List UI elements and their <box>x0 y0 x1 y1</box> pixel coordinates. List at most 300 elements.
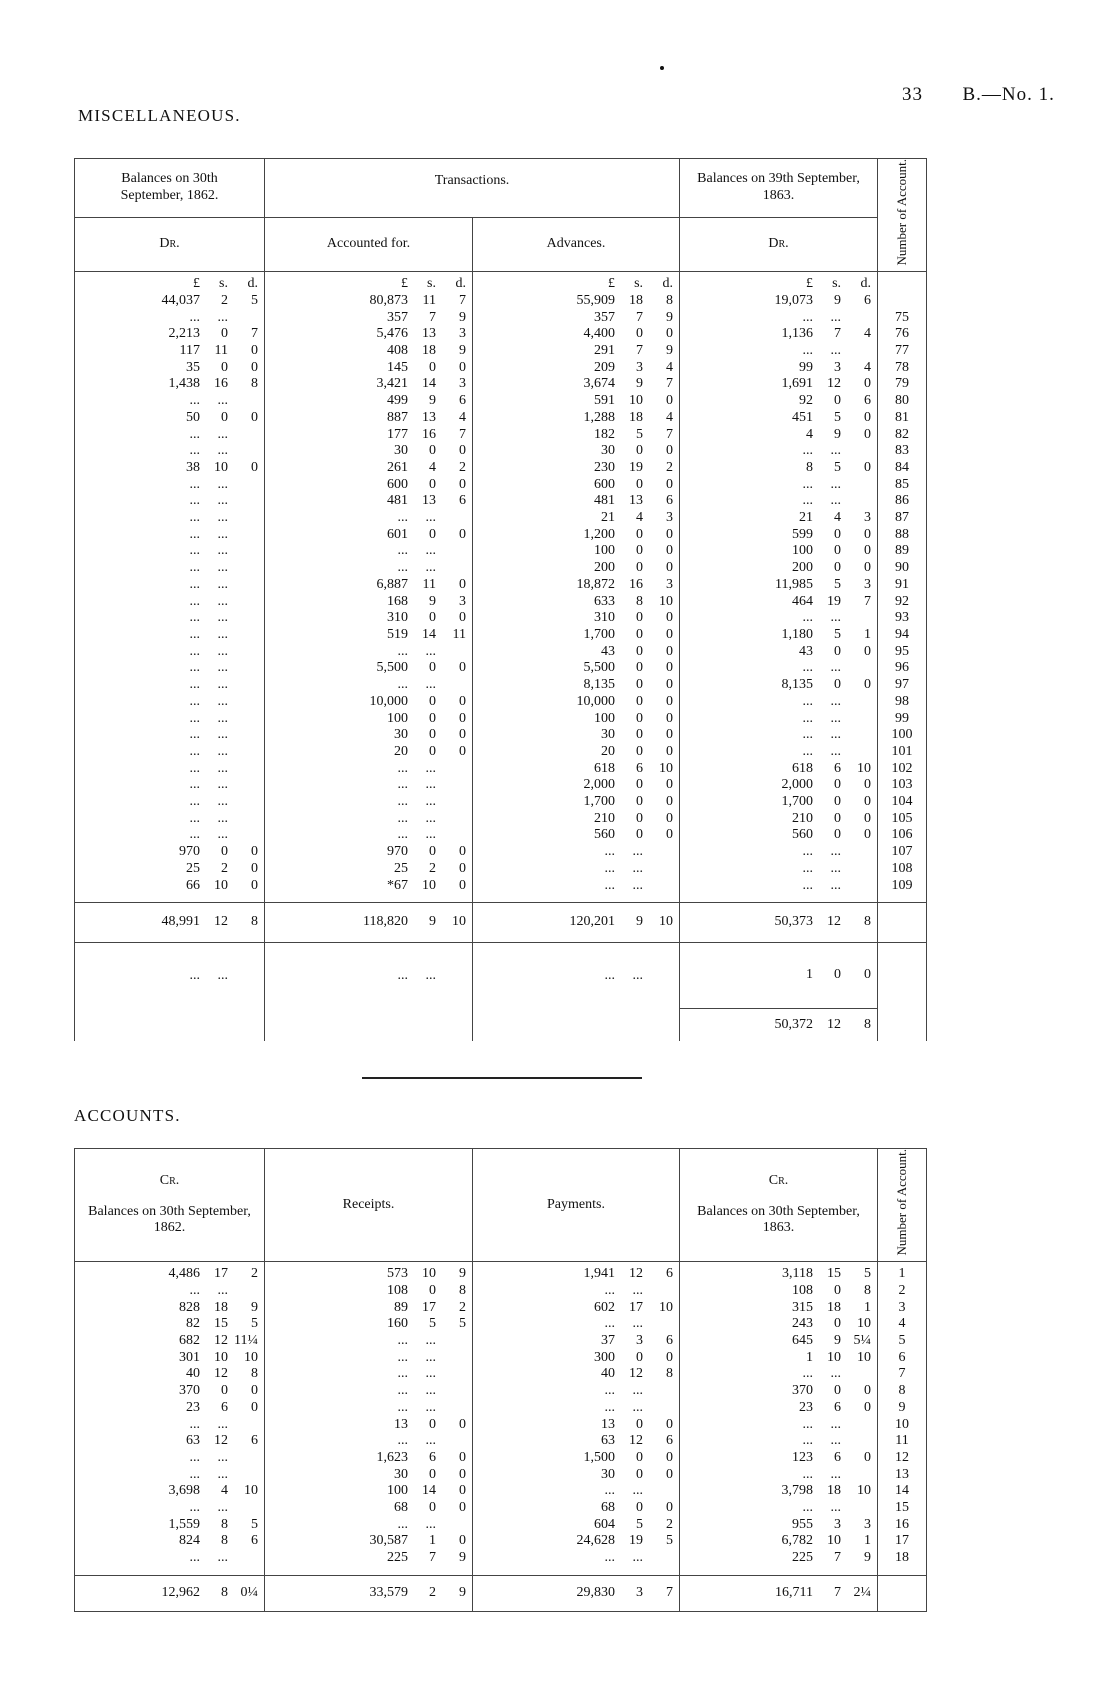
account-number: 75 <box>895 309 910 325</box>
amount: ... ... <box>397 967 436 983</box>
account-number: 99 <box>895 710 910 726</box>
row-pay-value: 13 0 0 <box>601 1416 673 1432</box>
row-b63-value: 1 10 10 <box>806 1349 871 1365</box>
account-number: 18 <box>895 1550 909 1566</box>
row-b63-value: ... ... <box>802 610 842 626</box>
row-adv-value: 209 3 4 <box>594 359 674 375</box>
row-b63-value: 43 0 0 <box>799 643 872 659</box>
total-balances-1863 <box>680 1575 878 1611</box>
account-number: 92 <box>895 593 910 609</box>
row-adv-value: 357 7 9 <box>594 309 674 325</box>
row-b63-value: 1,180 5 1 <box>781 626 872 642</box>
row-adv-value: 310 0 0 <box>594 610 674 626</box>
row-b63-value: ... ... <box>802 1500 841 1516</box>
row-b63-value: ... ... <box>802 743 842 759</box>
row-b63-value: ... ... <box>802 309 842 325</box>
row-b62-value: ... ... <box>189 1466 228 1482</box>
account-number: 4 <box>898 1316 906 1332</box>
account-number: 11 <box>895 1433 909 1449</box>
row-acc-value: 3,421 14 3 <box>376 376 466 392</box>
row-b62-value: ... ... <box>189 827 228 843</box>
row-b62-value: 370 0 0 <box>179 1383 258 1399</box>
row-pay-value: 40 12 8 <box>601 1366 673 1382</box>
row-adv-value: 210 0 0 <box>594 810 674 826</box>
row-acc-value: ... ... <box>397 560 436 576</box>
row-b62-value: ... ... <box>189 710 228 726</box>
row-adv-value: 4,400 0 0 <box>583 326 674 342</box>
header-advances: Advances. <box>473 217 680 271</box>
header-dr-right: Dr. <box>680 217 878 271</box>
row-acc-value: ... ... <box>397 760 436 776</box>
row-adv-value: 100 0 0 <box>594 543 674 559</box>
total-accounted-for <box>265 903 473 943</box>
row-adv-value: 1,700 0 0 <box>583 626 674 642</box>
row-b63-value: 19,073 9 6 <box>774 292 872 308</box>
column-account-number <box>878 1262 927 1576</box>
row-b63-value: 243 0 10 <box>792 1316 871 1332</box>
header-cr-balances-1863: Cr. Balances on 30th September, 1863. <box>680 1149 878 1262</box>
miscellaneous-table <box>74 158 927 1041</box>
column-balances-1863 <box>680 272 878 903</box>
row-b62-value: 40 12 8 <box>186 1366 258 1382</box>
row-b62-value: ... ... <box>189 643 228 659</box>
row-b63-value: ... ... <box>802 727 842 743</box>
row-pay-value: 24,628 19 5 <box>576 1533 673 1549</box>
row-adv-value: 30 0 0 <box>601 727 674 743</box>
row-b62-value: 23 6 0 <box>186 1399 258 1415</box>
total-advances <box>473 903 680 943</box>
account-number: 85 <box>895 476 910 492</box>
row-b62-value: ... ... <box>189 727 228 743</box>
row-b62-value: ... ... <box>189 743 228 759</box>
row-b62-value: ... ... <box>189 309 228 325</box>
section-title-miscellaneous: MISCELLANEOUS. <box>78 106 241 125</box>
row-adv-value: 5,500 0 0 <box>583 660 674 676</box>
row-b63-value: 100 0 0 <box>792 543 872 559</box>
row-b62-value: ... ... <box>189 1416 228 1432</box>
adjust-advances <box>473 943 680 1009</box>
column-balances-1862 <box>75 1262 265 1576</box>
row-adv-value: 633 8 10 <box>594 593 674 609</box>
row-b63-value: 8 5 0 <box>806 459 872 475</box>
row-b63-value: 1,700 0 0 <box>781 794 872 810</box>
row-b62-value: 66 10 0 <box>186 877 258 893</box>
row-rec-value: ... ... <box>397 1366 436 1382</box>
row-acc-value: 30 0 0 <box>394 727 466 743</box>
account-number: 17 <box>895 1533 909 1549</box>
row-b62-value: ... ... <box>189 593 228 609</box>
row-acc-value: ... ... <box>397 777 436 793</box>
row-b63-value: 92 0 6 <box>799 393 872 409</box>
account-number: 7 <box>898 1366 906 1382</box>
header-balances-1862: Balances on 30th September, 1862. <box>75 159 265 218</box>
row-rec-value: ... ... <box>397 1516 436 1532</box>
row-pay-value: 37 3 6 <box>601 1333 673 1349</box>
amount: 12,962 8 0¼ <box>161 1585 258 1601</box>
amount: ... ... <box>189 967 228 983</box>
row-pay-value: ... ... <box>604 1383 643 1399</box>
row-b62-value: 3,698 4 10 <box>168 1483 258 1499</box>
row-b63-value: ... ... <box>802 693 842 709</box>
row-b62-value: ... ... <box>189 476 228 492</box>
row-acc-value: 408 18 9 <box>387 343 466 359</box>
row-rec-value: ... ... <box>397 1433 436 1449</box>
account-number: 1 <box>898 1266 906 1282</box>
row-pay-value: ... ... <box>604 1282 643 1298</box>
header-receipts: Receipts. <box>265 1149 473 1262</box>
account-number: 16 <box>895 1516 909 1532</box>
row-pay-value: ... ... <box>604 1483 643 1499</box>
row-acc-value: ... ... <box>397 794 436 810</box>
row-b62-value: ... ... <box>189 810 228 826</box>
row-b63-value: 23 6 0 <box>799 1399 871 1415</box>
row-b62-value: 301 10 10 <box>179 1349 258 1365</box>
row-b63-value: 4 9 0 <box>806 426 872 442</box>
row-b62-value: ... ... <box>189 693 228 709</box>
row-rec-value: 225 7 9 <box>387 1550 466 1566</box>
row-b63-value: ... ... <box>802 860 842 876</box>
adjust-balances-1863 <box>680 943 878 1009</box>
row-b62-value: ... ... <box>189 560 228 576</box>
row-b63-value: 11,985 5 3 <box>775 576 872 592</box>
row-acc-value: 499 9 6 <box>387 393 466 409</box>
row-b62-value: ... ... <box>189 493 228 509</box>
row-b62-value: ... ... <box>189 660 228 676</box>
row-b63-value: ... ... <box>802 443 842 459</box>
account-number <box>878 293 926 310</box>
row-b62-value: 63 12 6 <box>186 1433 258 1449</box>
account-number: 105 <box>891 810 913 826</box>
row-acc-value: 600 0 0 <box>387 476 466 492</box>
amount: 33,579 2 9 <box>369 1585 466 1601</box>
row-adv-value: 182 5 7 <box>594 426 674 442</box>
row-b62-value: 824 8 6 <box>179 1533 258 1549</box>
row-adv-value: 30 0 0 <box>601 443 674 459</box>
row-adv-value: 560 0 0 <box>594 827 674 843</box>
row-b63-value: 451 5 0 <box>792 409 872 425</box>
row-acc-value: 10,000 0 0 <box>369 693 466 709</box>
row-b62-value: ... ... <box>189 1282 228 1298</box>
row-rec-value: 30 0 0 <box>394 1466 466 1482</box>
adjust-accounted-for <box>265 943 473 1009</box>
total-balances-1863 <box>680 903 878 943</box>
account-number: 90 <box>895 560 910 576</box>
paper-reference: B.—No. 1. <box>962 84 1055 105</box>
amount: 118,820 9 10 <box>363 914 466 930</box>
row-adv-value: 291 7 9 <box>594 343 674 359</box>
row-pay-value: ... ... <box>604 1550 643 1566</box>
account-number: 106 <box>891 827 913 843</box>
row-acc-value: 519 14 11 <box>387 626 466 642</box>
row-acc-value: 357 7 9 <box>387 309 466 325</box>
row-adv-value: 21 4 3 <box>601 510 674 526</box>
adjust-balances-1862 <box>75 943 265 1009</box>
header-transactions: Transactions. <box>265 159 680 218</box>
row-b63-value: 225 7 9 <box>792 1550 871 1566</box>
row-rec-value: 68 0 0 <box>394 1500 466 1516</box>
row-acc-value: 30 0 0 <box>394 443 466 459</box>
row-b62-value: ... ... <box>189 526 228 542</box>
row-acc-value: 261 4 2 <box>387 459 466 475</box>
account-number: 98 <box>895 693 910 709</box>
row-pay-value: 63 12 6 <box>601 1433 673 1449</box>
account-number: 6 <box>898 1349 906 1365</box>
row-b63-value: 3,798 18 10 <box>781 1483 871 1499</box>
row-acc-value: 601 0 0 <box>387 526 466 542</box>
row-b63-value: 645 9 5¼ <box>792 1333 871 1349</box>
row-b62-value: 2,213 0 7 <box>168 326 258 342</box>
account-number: 15 <box>895 1500 909 1516</box>
row-acc-value: 5,500 0 0 <box>376 660 466 676</box>
account-number: 94 <box>895 626 910 642</box>
row-adv-value: 2,000 0 0 <box>583 777 674 793</box>
row-acc-value: ... ... <box>397 543 436 559</box>
amount: 50,373 12 8 <box>774 914 872 930</box>
row-b62-value: 38 10 0 <box>186 459 258 475</box>
row-adv-value: 230 19 2 <box>594 459 674 475</box>
row-b63-value: ... ... <box>802 710 842 726</box>
header-payments: Payments. <box>473 1149 680 1262</box>
row-adv-value: 18,872 16 3 <box>576 576 674 592</box>
row-b62-value: 970 0 0 <box>179 844 258 860</box>
row-b63-value: 955 3 3 <box>792 1516 871 1532</box>
account-number: 80 <box>895 393 910 409</box>
column-account-number <box>878 272 927 903</box>
currency-units: £ s. d. <box>193 276 258 292</box>
header-number-of-account: Number of Account. <box>878 1149 927 1262</box>
row-adv-value: 55,909 18 8 <box>576 292 674 308</box>
row-adv-value: 1,288 18 4 <box>583 409 674 425</box>
row-b62-value: ... ... <box>189 794 228 810</box>
total-payments <box>473 1575 680 1611</box>
currency-units: £ s. d. <box>806 276 872 292</box>
account-number: 97 <box>895 677 910 693</box>
row-adv-value: 3,674 9 7 <box>583 376 674 392</box>
account-number: 88 <box>895 526 910 542</box>
row-rec-value: ... ... <box>397 1399 436 1415</box>
account-number: 77 <box>895 343 910 359</box>
row-pay-value: 30 0 0 <box>601 1466 673 1482</box>
row-pay-value: 68 0 0 <box>601 1500 673 1516</box>
row-b62-value: ... ... <box>189 393 228 409</box>
row-adv-value: 1,700 0 0 <box>583 794 674 810</box>
accounts-table <box>74 1148 927 1612</box>
column-accounted-for <box>265 272 473 903</box>
account-number: 12 <box>895 1449 909 1465</box>
account-number: 91 <box>895 576 910 592</box>
row-b63-value: 618 6 10 <box>792 760 872 776</box>
account-number: 78 <box>895 359 910 375</box>
amount: 16,711 7 2¼ <box>775 1585 871 1601</box>
row-b63-value: ... ... <box>802 1366 841 1382</box>
row-acc-value: 168 9 3 <box>387 593 466 609</box>
row-rec-value: 100 14 0 <box>387 1483 466 1499</box>
row-adv-value: 20 0 0 <box>601 743 674 759</box>
account-number: 101 <box>891 743 913 759</box>
row-acc-value: 6,887 11 0 <box>376 576 466 592</box>
row-b62-value: ... ... <box>189 760 228 776</box>
row-b62-value: 50 0 0 <box>186 409 258 425</box>
row-b63-value: ... ... <box>802 343 842 359</box>
row-b62-value: 828 18 9 <box>179 1299 258 1315</box>
row-b62-value: ... ... <box>189 443 228 459</box>
row-b63-value: 123 6 0 <box>792 1449 871 1465</box>
account-number: 89 <box>895 543 910 559</box>
row-b62-value: 4,486 17 2 <box>168 1266 258 1282</box>
row-b63-value: 108 0 8 <box>792 1282 871 1298</box>
amount: 1 0 0 <box>806 967 872 983</box>
row-b63-value: 1,691 12 0 <box>781 376 872 392</box>
row-b62-value: 1,438 16 8 <box>168 376 258 392</box>
account-number: 96 <box>895 660 910 676</box>
row-b63-value: ... ... <box>802 1433 841 1449</box>
row-rec-value: 13 0 0 <box>394 1416 466 1432</box>
account-number: 109 <box>891 877 913 893</box>
column-balances-1862 <box>75 272 265 903</box>
account-number: 82 <box>895 426 910 442</box>
amount: 29,830 3 7 <box>576 1585 673 1601</box>
account-number: 84 <box>895 459 910 475</box>
row-acc-value: 20 0 0 <box>394 743 466 759</box>
row-b62-value: ... ... <box>189 1449 228 1465</box>
row-b62-value: ... ... <box>189 1550 228 1566</box>
row-rec-value: 1,623 6 0 <box>376 1449 466 1465</box>
page-number: 33 <box>902 84 923 105</box>
row-b63-value: 599 0 0 <box>792 526 872 542</box>
section-divider <box>362 1077 642 1079</box>
currency-units: £ s. d. <box>401 276 466 292</box>
currency-units: £ s. d. <box>608 276 674 292</box>
account-number: 79 <box>895 376 910 392</box>
row-b63-value: 560 0 0 <box>792 827 872 843</box>
page-header <box>902 84 1055 106</box>
row-rec-value: 160 5 5 <box>387 1316 466 1332</box>
header-cr-right: Cr. <box>768 1173 789 1189</box>
row-b63-value: 200 0 0 <box>792 560 872 576</box>
row-acc-value: 887 13 4 <box>387 409 466 425</box>
row-adv-value: 1,200 0 0 <box>583 526 674 542</box>
row-acc-value: ... ... <box>397 677 436 693</box>
row-acc-value: 481 13 6 <box>387 493 466 509</box>
account-number: 8 <box>898 1383 906 1399</box>
row-adv-value: 200 0 0 <box>594 560 674 576</box>
row-rec-value: 108 0 8 <box>387 1282 466 1298</box>
row-b62-value: ... ... <box>189 1500 228 1516</box>
ink-speck <box>660 66 664 70</box>
row-b63-value: ... ... <box>802 877 842 893</box>
row-pay-value: 602 17 10 <box>594 1299 673 1315</box>
row-b63-value: 2,000 0 0 <box>781 777 872 793</box>
total-receipts <box>265 1575 473 1611</box>
row-b62-value: 35 0 0 <box>186 359 258 375</box>
account-number: 95 <box>895 643 910 659</box>
row-acc-value: 80,873 11 7 <box>369 292 466 308</box>
row-pay-value: 300 0 0 <box>594 1349 673 1365</box>
row-b62-value: ... ... <box>189 543 228 559</box>
header-cr-left: Cr. <box>159 1173 180 1189</box>
header-cr-balances-1862: Cr. Balances on 30th September, 1862. <box>75 1149 265 1262</box>
row-acc-value: 5,476 13 3 <box>376 326 466 342</box>
account-number: 87 <box>895 510 910 526</box>
account-number: 83 <box>895 443 910 459</box>
row-b62-value: ... ... <box>189 777 228 793</box>
amount: 120,201 9 10 <box>569 914 674 930</box>
account-number: 81 <box>895 409 910 425</box>
row-acc-value: ... ... <box>397 827 436 843</box>
row-rec-value: ... ... <box>397 1349 436 1365</box>
amount: 48,991 12 8 <box>161 914 258 930</box>
row-acc-value: ... ... <box>397 810 436 826</box>
row-b62-value: ... ... <box>189 626 228 642</box>
column-receipts <box>265 1262 473 1576</box>
row-pay-value: 1,941 12 6 <box>583 1266 673 1282</box>
row-adv-value: 8,135 0 0 <box>583 677 674 693</box>
account-number: 13 <box>895 1466 909 1482</box>
total-balances-1862 <box>75 1575 265 1611</box>
row-pay-value: ... ... <box>604 1316 643 1332</box>
row-acc-value: 25 2 0 <box>394 860 466 876</box>
account-number: 14 <box>895 1483 909 1499</box>
amount: ... ... <box>604 967 644 983</box>
row-b63-value: 8,135 0 0 <box>781 677 872 693</box>
account-number: 9 <box>898 1399 906 1415</box>
row-b63-value: 315 18 1 <box>792 1299 871 1315</box>
row-rec-value: 89 17 2 <box>394 1299 466 1315</box>
column-balances-1863 <box>680 1262 878 1576</box>
row-adv-value: 100 0 0 <box>594 710 674 726</box>
row-b62-value: ... ... <box>189 576 228 592</box>
total-balances-1862 <box>75 903 265 943</box>
account-number: 5 <box>898 1333 906 1349</box>
header-dr-left: Dr. <box>75 217 265 271</box>
row-rec-value: ... ... <box>397 1333 436 1349</box>
account-number: 86 <box>895 493 910 509</box>
account-number: 102 <box>891 760 913 776</box>
row-acc-value: 310 0 0 <box>387 610 466 626</box>
column-payments <box>473 1262 680 1576</box>
row-pay-value: ... ... <box>604 1399 643 1415</box>
section-title-accounts: ACCOUNTS. <box>74 1106 181 1125</box>
row-b63-value: 3,118 15 5 <box>782 1266 871 1282</box>
row-acc-value: *67 10 0 <box>387 877 466 893</box>
row-b62-value: ... ... <box>189 510 228 526</box>
row-b62-value: ... ... <box>189 610 228 626</box>
row-b62-value: ... ... <box>189 426 228 442</box>
account-number: 93 <box>895 610 910 626</box>
row-b63-value: 464 19 7 <box>792 593 872 609</box>
row-b63-value: ... ... <box>802 1466 841 1482</box>
row-b62-value: 117 11 0 <box>179 343 258 359</box>
row-adv-value: 618 6 10 <box>594 760 674 776</box>
row-b63-value: 1,136 7 4 <box>781 326 872 342</box>
row-acc-value: ... ... <box>397 643 436 659</box>
row-acc-value: ... ... <box>397 510 436 526</box>
row-adv-value: 43 0 0 <box>601 643 674 659</box>
account-number: 104 <box>891 794 913 810</box>
row-b63-value: ... ... <box>802 493 842 509</box>
row-b63-value: 6,782 10 1 <box>781 1533 871 1549</box>
header-balances-1863: Balances on 39th September, 1863. <box>680 159 878 218</box>
row-b62-value: ... ... <box>189 677 228 693</box>
row-b62-value: 1,559 8 5 <box>168 1516 258 1532</box>
row-b63-value: 21 4 3 <box>799 510 872 526</box>
row-acc-value: 970 0 0 <box>387 844 466 860</box>
account-number: 3 <box>898 1299 906 1315</box>
account-number: 100 <box>891 727 913 743</box>
account-number: 103 <box>891 777 913 793</box>
row-adv-value: 591 10 0 <box>594 393 674 409</box>
column-advances <box>473 272 680 903</box>
